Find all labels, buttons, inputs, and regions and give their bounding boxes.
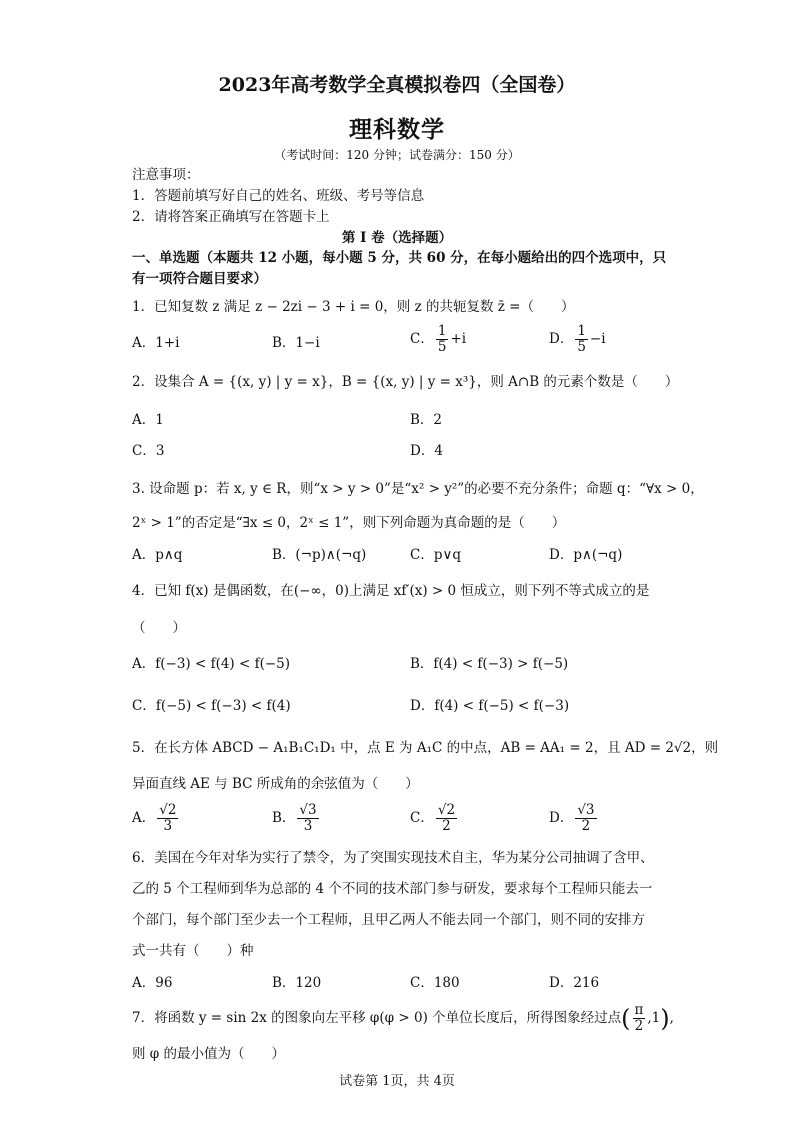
exam-info: （考试时间：120 分钟；试卷满分：150 分） <box>274 148 520 162</box>
q3-option-a: A．p∧q <box>132 547 183 563</box>
q1-option-a: A．1+i <box>132 335 180 351</box>
question-5-line: 异面直线 AE 与 BC 所成角的余弦值为（ ） <box>132 776 419 792</box>
q4-option-b: B．f(4) < f(−3) > f(−5) <box>410 656 569 672</box>
section-title: 第 I 卷（选择题） <box>341 230 453 246</box>
q1-option-d: D． $\frac{1}{5}$ −i <box>549 323 606 355</box>
q2-option-d: D．4 <box>410 443 443 459</box>
question-7-line: 7．将函数 y = sin 2x 的图象向左平移 φ(φ > 0) 个单位长度后，所得图象经过点( $\frac{\pi}{2}$ ,1), <box>132 1002 674 1034</box>
q5-option-c: C． $\frac{√2}{2}$ <box>410 802 456 834</box>
question-7-line: 则 φ 的最小值为（ ） <box>132 1046 286 1062</box>
question-6-line: 乙的 5 个工程师到华为总部的 4 个不同的技术部门参与研发，要求每个工程师只能去一 <box>132 881 653 897</box>
notes-item: 1．答题前填写好自己的姓名、班级、考号等信息 <box>132 188 425 204</box>
q2-option-a: A．1 <box>132 412 164 428</box>
page-footer: 试卷第 1页，共 4页 <box>339 1074 455 1089</box>
question-5-line: 5．在长方体 ABCD − A₁B₁C₁D₁ 中，点 E 为 A₁C 的中点，AB = AA₁ = 2，且 AD = 2√2，则 <box>132 740 719 756</box>
question-3-line: 3. 设命题 p：若 x, y ∈ R，则“x > y > 0”是“x² > y²”的必要不充分条件；命题 q：“∀x > 0， <box>132 481 704 497</box>
q6-option-b: B．120 <box>272 975 322 991</box>
q2-option-b: B．2 <box>410 412 443 428</box>
question-1-stem: 1．已知复数 z 满足 z − 2zi − 3 + i = 0，则 z 的共轭复数 z̄ =（ ） <box>132 299 575 315</box>
q4-option-a: A．f(−3) < f(4) < f(−5) <box>132 656 291 672</box>
question-6-line: 个部门，每个部门至少去一个工程师，且甲乙两人不能去同一个部门，则不同的安排方 <box>132 912 645 928</box>
q6-option-d: D．216 <box>549 975 600 991</box>
q3-option-c: C．p∨q <box>410 547 461 563</box>
q3-option-d: D．p∧(¬q) <box>549 547 623 563</box>
q4-option-c: C．f(−5) < f(−3) < f(4) <box>132 698 291 714</box>
q1-option-b: B．1−i <box>272 335 320 351</box>
question-4-line: 4．已知 f(x) 是偶函数，在(−∞，0)上满足 xf′(x) > 0 恒成立，则下列不等式成立的是 <box>132 583 650 599</box>
q4-option-d: D．f(4) < f(−5) < f(−3) <box>410 698 570 714</box>
question-4-line: （ ） <box>132 620 186 636</box>
q1-option-c: C． $\frac{1}{5}$ +i <box>410 323 467 355</box>
q6-option-c: C．180 <box>410 975 460 991</box>
question-3-line: 2ˣ > 1”的否定是“∃x ≤ 0，2ˣ ≤ 1”，则下列命题为真命题的是（ ） <box>132 515 566 531</box>
section-intro: 有一项符合题目要求） <box>132 271 267 287</box>
q5-option-a: A． $\frac{√2}{3}$ <box>132 802 177 834</box>
question-6-line: 式一共有（ ）种 <box>132 943 254 959</box>
question-2-stem: 2．设集合 A = {(x, y) | y = x}，B = {(x, y) | y = x³}，则 A∩B 的元素个数是（ ） <box>132 374 679 390</box>
notes-item: 2．请将答案正确填写在答题卡上 <box>132 209 330 225</box>
q5-option-b: B． $\frac{√3}{3}$ <box>272 802 317 834</box>
q3-option-b: B．(¬p)∧(¬q) <box>272 547 367 563</box>
exam-title: 2023年高考数学全真模拟卷四（全国卷） <box>218 74 576 96</box>
q5-option-d: D． $\frac{√3}{2}$ <box>549 802 595 834</box>
notes-heading: 注意事项： <box>132 167 200 183</box>
subject-title: 理科数学 <box>349 116 445 143</box>
q6-option-a: A．96 <box>132 975 173 991</box>
section-intro: 一、单选题（本题共 12 小题，每小题 5 分，共 60 分，在每小题给出的四个选项中，只 <box>132 250 667 266</box>
q2-option-c: C．3 <box>132 443 165 459</box>
question-6-line: 6．美国在今年对华为实行了禁令，为了突围实现技术自主，华为某分公司抽调了含甲、 <box>132 850 654 866</box>
